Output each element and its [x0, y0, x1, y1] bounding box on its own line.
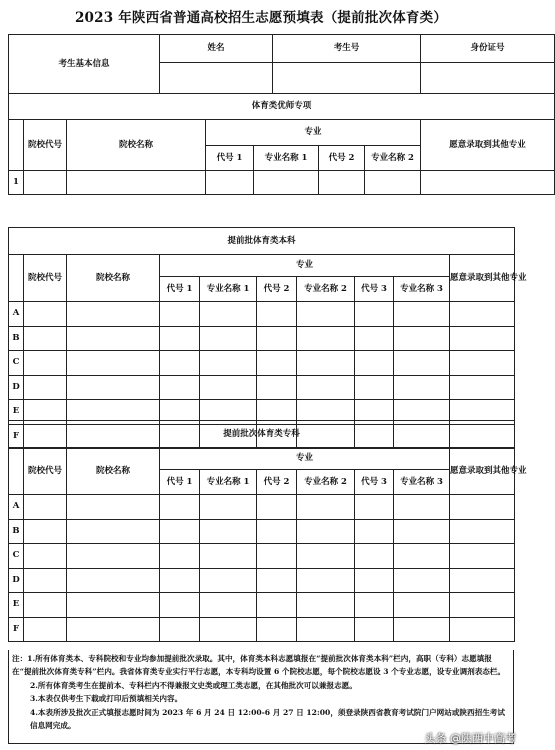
- major-name-1-header: 专业名称 1: [200, 470, 257, 495]
- major-name-3-cell[interactable]: [394, 326, 450, 351]
- major-name-2-cell[interactable]: [297, 593, 355, 618]
- major-name-2-cell[interactable]: [365, 171, 421, 195]
- school-code-header: 院校代号: [24, 255, 67, 302]
- major-name-3-cell[interactable]: [394, 593, 450, 618]
- major-name-3-header: 专业名称 3: [394, 470, 450, 495]
- major-name-2-cell[interactable]: [297, 568, 355, 593]
- major-code-3-cell[interactable]: [355, 593, 394, 618]
- school-name-cell[interactable]: [67, 617, 160, 642]
- table-row: [9, 171, 555, 195]
- exam-no-field[interactable]: [273, 63, 421, 94]
- school-name-cell[interactable]: [67, 302, 160, 327]
- major-name-2-header: 专业名称 2: [365, 146, 421, 171]
- school-name-cell[interactable]: [67, 171, 206, 195]
- major-code-2-header: 代号 2: [319, 146, 365, 171]
- major-name-1-cell[interactable]: [200, 375, 257, 400]
- table-row: [9, 495, 515, 520]
- adjust-header: 愿意录取到其他专业: [450, 448, 515, 495]
- major-name-3-cell[interactable]: [394, 568, 450, 593]
- row-label: E: [9, 593, 24, 618]
- school-name-cell[interactable]: [67, 351, 160, 376]
- school-code-header: 院校代号: [24, 448, 67, 495]
- school-code-cell[interactable]: [24, 593, 67, 618]
- major-header: 专业: [206, 120, 421, 146]
- major-name-3-cell[interactable]: [394, 375, 450, 400]
- id-no-field[interactable]: [421, 63, 555, 94]
- volunteer-form-table-undergrad: [8, 227, 527, 449]
- row-label: A: [9, 302, 24, 327]
- school-name-header: 院校名称: [67, 120, 206, 171]
- row-label: E: [9, 400, 24, 425]
- row-label: D: [9, 375, 24, 400]
- adjust-cell[interactable]: [450, 568, 515, 593]
- major-name-1-cell[interactable]: [200, 351, 257, 376]
- major-name-2-cell[interactable]: [297, 351, 355, 376]
- school-code-cell[interactable]: [24, 495, 67, 520]
- major-code-1-cell[interactable]: [160, 593, 200, 618]
- major-code-3-cell[interactable]: [355, 326, 394, 351]
- major-code-2-cell[interactable]: [257, 617, 297, 642]
- section-title: 提前批次体育类专科: [9, 421, 515, 448]
- section-title: 提前批体育类本科: [9, 228, 515, 255]
- school-code-cell[interactable]: [24, 568, 67, 593]
- major-name-2-cell[interactable]: [297, 617, 355, 642]
- major-name-2-cell[interactable]: [297, 544, 355, 569]
- school-name-cell[interactable]: [67, 544, 160, 569]
- major-code-1-cell[interactable]: [160, 617, 200, 642]
- major-code-3-cell[interactable]: [355, 375, 394, 400]
- row-label: 1: [9, 171, 24, 195]
- major-code-2-cell[interactable]: [257, 326, 297, 351]
- table-row: [9, 519, 515, 544]
- table-row: [9, 617, 515, 642]
- major-code-1-cell[interactable]: [160, 544, 200, 569]
- major-code-1-cell[interactable]: [160, 519, 200, 544]
- adjust-cell[interactable]: [421, 171, 555, 195]
- major-name-1-cell[interactable]: [200, 326, 257, 351]
- major-code-1-cell[interactable]: [160, 568, 200, 593]
- major-name-3-cell[interactable]: [394, 302, 450, 327]
- adjust-cell[interactable]: [450, 351, 515, 376]
- major-name-1-cell[interactable]: [200, 544, 257, 569]
- adjust-cell[interactable]: [450, 495, 515, 520]
- adjust-cell[interactable]: [450, 302, 515, 327]
- section-title: 体育类优师专项: [9, 94, 555, 120]
- major-name-1-cell[interactable]: [200, 568, 257, 593]
- adjust-cell[interactable]: [450, 544, 515, 569]
- major-code-1-cell[interactable]: [160, 302, 200, 327]
- basic-info-label: 考生基本信息: [9, 35, 160, 94]
- table-row: [9, 351, 515, 376]
- school-name-header: 院校名称: [67, 448, 160, 495]
- major-code-3-cell[interactable]: [355, 351, 394, 376]
- major-code-2-cell[interactable]: [257, 568, 297, 593]
- adjust-cell[interactable]: [450, 519, 515, 544]
- major-name-1-cell[interactable]: [200, 302, 257, 327]
- major-code-3-header: 代号 3: [355, 470, 394, 495]
- row-label: C: [9, 544, 24, 569]
- row-label: C: [9, 351, 24, 376]
- note-2: 2.所有体育类考生在提前本、专科栏内不得兼报文史类或理工类志愿，在其他批次可以兼报志愿。: [30, 680, 357, 690]
- major-code-1-cell[interactable]: [206, 171, 254, 195]
- school-code-header: 院校代号: [24, 120, 67, 171]
- table-row: [9, 326, 515, 351]
- school-code-cell[interactable]: [24, 519, 67, 544]
- major-code-3-cell[interactable]: [355, 495, 394, 520]
- major-name-2-cell[interactable]: [297, 519, 355, 544]
- school-code-cell[interactable]: [24, 171, 67, 195]
- major-header: 专业: [160, 448, 450, 470]
- major-code-2-cell[interactable]: [257, 593, 297, 618]
- major-code-3-cell[interactable]: [355, 544, 394, 569]
- school-code-cell[interactable]: [24, 375, 67, 400]
- major-code-1-header: 代号 1: [206, 146, 254, 171]
- row-label: B: [9, 519, 24, 544]
- adjust-cell[interactable]: [450, 617, 515, 642]
- major-name-2-header: 专业名称 2: [297, 277, 355, 302]
- name-field[interactable]: [160, 63, 273, 94]
- major-name-1-header: 专业名称 1: [254, 146, 319, 171]
- major-name-2-cell[interactable]: [297, 326, 355, 351]
- major-code-2-cell[interactable]: [257, 519, 297, 544]
- major-name-2-header: 专业名称 2: [297, 470, 355, 495]
- major-code-1-cell[interactable]: [160, 375, 200, 400]
- major-name-2-cell[interactable]: [297, 495, 355, 520]
- adjust-cell[interactable]: [450, 326, 515, 351]
- school-name-cell[interactable]: [67, 519, 160, 544]
- school-name-header: 院校名称: [67, 255, 160, 302]
- major-name-1-cell[interactable]: [200, 495, 257, 520]
- major-code-1-cell[interactable]: [160, 351, 200, 376]
- major-code-1-header: 代号 1: [160, 277, 200, 302]
- school-name-cell[interactable]: [67, 495, 160, 520]
- school-name-cell[interactable]: [67, 593, 160, 618]
- school-name-cell[interactable]: [67, 568, 160, 593]
- major-code-3-cell[interactable]: [355, 519, 394, 544]
- note-3: 3.本表仅供考生下载或打印后预填相关内容。: [30, 694, 183, 704]
- school-code-cell[interactable]: [24, 617, 67, 642]
- major-code-2-header: 代号 2: [257, 470, 297, 495]
- note-1: 注：1.所有体育类本、专科院校和专业均参加提前批次录取。其中，体育类本科志愿填报在“提前批次体育类本科”栏内，高职（专科）志愿填报在“提前批次体育类专科”栏内。我省体育类专业实行平行志愿，本专科均设置 6 个院校志愿，每个院校志愿设 3 个专业志愿，设专业调剂表态栏。: [12, 654, 506, 677]
- major-name-1-cell[interactable]: [254, 171, 319, 195]
- major-name-1-cell[interactable]: [200, 593, 257, 618]
- volunteer-form-table-college: [8, 420, 527, 642]
- adjust-header: 愿意录取到其他专业: [450, 255, 515, 302]
- major-name-2-cell[interactable]: [297, 302, 355, 327]
- table-row: [9, 568, 515, 593]
- row-label: D: [9, 568, 24, 593]
- major-code-2-cell[interactable]: [257, 375, 297, 400]
- form-title: 2023 年陕西省普通高校招生志愿预填表（提前批次体育类）: [74, 10, 448, 26]
- major-name-1-cell[interactable]: [200, 617, 257, 642]
- school-code-cell[interactable]: [24, 302, 67, 327]
- major-code-3-cell[interactable]: [355, 617, 394, 642]
- adjust-header: 愿意录取到其他专业: [421, 120, 555, 171]
- name-header: 姓名: [160, 35, 273, 63]
- school-name-cell[interactable]: [67, 326, 160, 351]
- school-code-cell[interactable]: [24, 544, 67, 569]
- row-label: A: [9, 495, 24, 520]
- major-code-2-cell[interactable]: [257, 302, 297, 327]
- volunteer-form-table: [8, 34, 555, 195]
- major-name-3-cell[interactable]: [394, 495, 450, 520]
- major-name-3-header: 专业名称 3: [394, 277, 450, 302]
- major-code-1-cell[interactable]: [160, 326, 200, 351]
- major-code-2-header: 代号 2: [257, 277, 297, 302]
- major-code-1-header: 代号 1: [160, 470, 200, 495]
- row-label: B: [9, 326, 24, 351]
- row-label: F: [9, 424, 24, 449]
- school-name-cell[interactable]: [67, 375, 160, 400]
- major-name-2-cell[interactable]: [297, 375, 355, 400]
- table-row: [9, 544, 515, 569]
- major-header: 专业: [160, 255, 450, 277]
- note-4: 4.本表所涉及批次正式填报志愿时间为 2023 年 6 月 24 日 12:00-6 月 27 日 12:00，须登录陕西省教育考试院门户网站或陕西招生考试信息网完成。: [30, 707, 505, 731]
- major-code-2-cell[interactable]: [257, 544, 297, 569]
- major-code-1-cell[interactable]: [160, 495, 200, 520]
- major-code-2-cell[interactable]: [257, 495, 297, 520]
- adjust-cell[interactable]: [450, 375, 515, 400]
- school-code-cell[interactable]: [24, 326, 67, 351]
- row-label: F: [9, 617, 24, 642]
- major-name-3-cell[interactable]: [394, 351, 450, 376]
- major-name-1-cell[interactable]: [200, 519, 257, 544]
- major-code-3-cell[interactable]: [355, 302, 394, 327]
- table-row: [9, 375, 515, 400]
- watermark: 头条 @陕西中高考: [424, 732, 516, 745]
- table-row: [9, 302, 515, 327]
- major-name-3-cell[interactable]: [394, 617, 450, 642]
- major-code-2-cell[interactable]: [319, 171, 365, 195]
- major-name-3-cell[interactable]: [394, 519, 450, 544]
- school-code-cell[interactable]: [24, 351, 67, 376]
- exam-no-header: 考生号: [273, 35, 421, 63]
- id-no-header: 身份证号: [421, 35, 555, 63]
- major-name-3-cell[interactable]: [394, 544, 450, 569]
- adjust-cell[interactable]: [450, 593, 515, 618]
- major-code-3-cell[interactable]: [355, 568, 394, 593]
- major-code-2-cell[interactable]: [257, 351, 297, 376]
- major-code-3-header: 代号 3: [355, 277, 394, 302]
- major-name-1-header: 专业名称 1: [200, 277, 257, 302]
- table-row: [9, 593, 515, 618]
